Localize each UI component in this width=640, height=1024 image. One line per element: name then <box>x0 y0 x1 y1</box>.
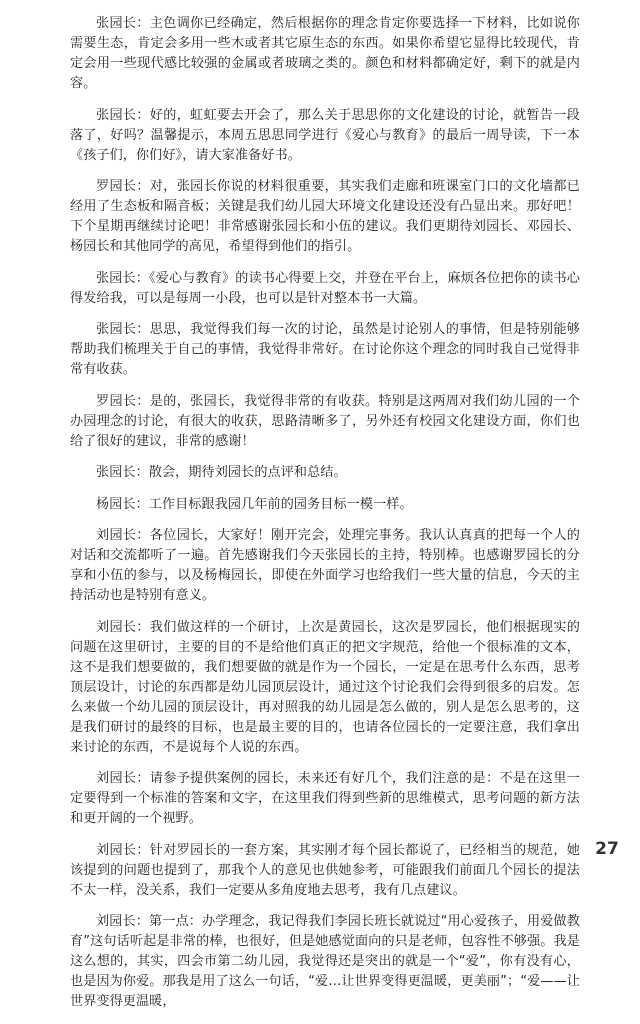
paragraph-11: 刘园长：请参予提供案例的园长，未来还有好几个，我们注意的是：不是在这里一定要得到一个标准的答案和文字，在这里我们得到些新的思维模式，思考问题的新方法和更开阔的一个视野。 <box>70 771 580 826</box>
paragraph-3: 罗园长：对，张园长你说的材料很重要，其实我们走廊和班课室门口的文化墙都已经用了生态板和隔音板；关键是我们幼儿园大环境文化建设还没有凸显出来。那好吧！下个星期再继续讨论吧！非常感谢张园长和小伍的建议。我们更期待刘园长、邓园长、杨园长和其他同学的高见，希望得到他们的指引。 <box>70 179 580 254</box>
paragraph-9: 刘园长：各位园长，大家好！刚开完会，处理完事务。我认认真真的把每一个人的对话和交流都听了一遍。首先感谢我们今天张园长的主持，特别棒。也感谢罗园长的分享和小伍的参与，以及杨梅园长，即使在外面学习也给我们一些大量的信息，今天的主持活动也是特别有意义。 <box>70 528 580 603</box>
paragraph-6: 罗园长：是的，张园长，我觉得非常的有收获。特别是这两周对我们幼儿园的一个办园理念的讨论，有很大的收获，思路清晰多了，另外还有校园文化建设方面，你们也给了很好的建议，非常的感谢！ <box>70 393 580 449</box>
paragraph-5: 张园长：思思，我觉得我们每一次的讨论，虽然是讨论别人的事情，但是特别能够帮助我们梳理关于自己的事情，我觉得非常好。在讨论你这个理念的同时我自己觉得非常有收获。 <box>70 322 580 377</box>
paragraph-8: 杨园长：工作目标跟我园几年前的园务目标一模一样。 <box>96 496 413 512</box>
paragraph-7: 张园长：散会，期待刘园长的点评和总结。 <box>96 465 347 480</box>
paragraph-2: 张园长：好的，虹虹要去开会了，那么关于思思你的文化建设的讨论，就暂告一段落了，好吗？温馨提示，本周五思思同学进行《爱心与教育》的最后一周导读，下一本《孩子们，你们好》，请大家准备好书。 <box>70 107 580 163</box>
paragraph-1: 张园长：主色调你已经确定，然后根据你的理念肯定你要选择一下材料，比如说你需要生态，肯定会多用一些木或者其它原生态的东西。如果你希望它显得比较现代，肯定会用一些现代感比较强的金属或者玻璃之类的。颜色和材料都确定好，剩下的就是内容。 <box>70 16 580 91</box>
paragraph-4: 张园长：《爱心与教育》的读书心得要上交，并登在平台上，麻烦各位把你的读书心得发给我，可以是每周一小段，也可以是针对整本书一大篇。 <box>70 270 580 306</box>
page-number: 27 <box>595 839 619 859</box>
paragraph-13: 刘园长：第一点：办学理念，我记得我们李园长班长就说过“用心爱孩子，用爱做教育”这句话听起是非常的棒，也很好，但是她感觉面向的只是老师，包容性不够强。我是这么想的，其实，四会市第二幼儿园，我觉得还是突出的就是一个“爱”，你有没有心，也是因为你爱。那我是用了这么一句话，“爱…让世界变得更温暖，更美丽”；“爱——让世界变得更温暖， <box>70 914 580 1009</box>
paragraph-10: 刘园长：我们做这样的一个研讨，上次是黄园长，这次是罗园长，他们根据现实的问题在这里研讨，主要的目的不是给他们真正的把文字规范，给他一个很标准的文本，这不是我们想要做的，我们想要做的就是作为一个园长，一定是在思考什么东西，思考顶层设计，讨论的东西都是幼儿园顶层设计，通过这个讨论我们会得到很多的启发。怎么来做一个幼儿园的顶层设计，再对照我的幼儿园是怎么做的，别人是怎么思考的，这是我们研讨的最终的目标，也是最主要的目的，也请各位园长的一定要注意，我们拿出来讨论的东西，不是说每个人说的东西。 <box>70 619 580 755</box>
document-body <box>70 14 580 1024</box>
paragraph-12: 刘园长：针对罗园长的一套方案，其实刚才每个园长都说了，已经相当的规范，她该提到的问题也提到了，那我个人的意见也供她参考，可能跟我们前面几个园长的提法不太一样，没关系，我们一定要从多角度地去思考，我有几点建议。 <box>70 842 580 898</box>
